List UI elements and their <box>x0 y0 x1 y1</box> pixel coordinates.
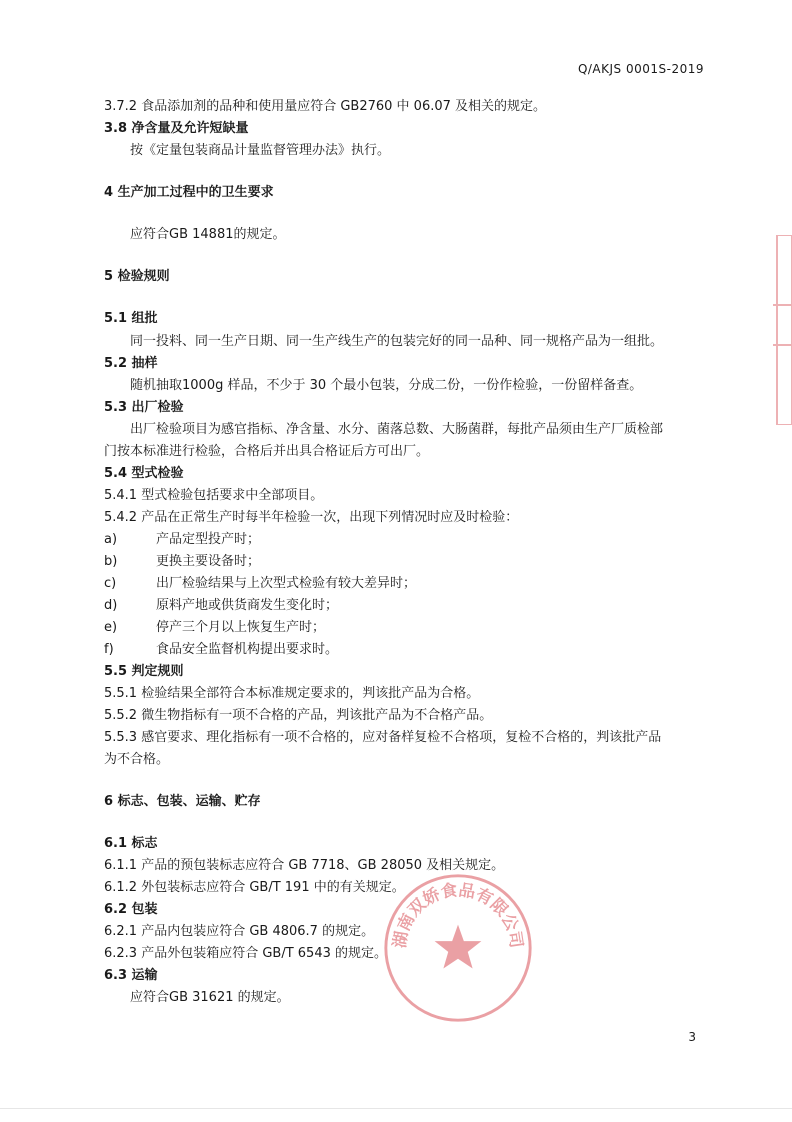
clause-6-2-3: 6.2.3 产品外包装箱应符合 GB/T 6543 的规定。 <box>104 946 388 961</box>
section-4-heading: 4 生产加工过程中的卫生要求 <box>104 185 274 200</box>
clause-5-1-text: 同一投料、同一生产日期、同一生产线生产的包装完好的同一品种、同一规格产品为一组批。 <box>130 334 664 349</box>
adjacent-page-seal-fragment <box>765 235 792 425</box>
clause-5-5-2: 5.5.2 微生物指标有一项不合格的产品，判该批产品为不合格产品。 <box>104 708 493 723</box>
clause-5-5-3-line-2: 为不合格。 <box>104 752 170 767</box>
clause-6-1-2: 6.1.2 外包装标志应符合 GB/T 191 中的有关规定。 <box>104 880 405 895</box>
list-marker-a: a) <box>104 532 118 547</box>
heading-5-3: 5.3 出厂检验 <box>104 400 184 415</box>
clause-3-8-text: 按《定量包装商品计量监督管理办法》执行。 <box>130 143 391 158</box>
page-number: 3 <box>688 1030 696 1044</box>
heading-6-1: 6.1 标志 <box>104 836 158 851</box>
list-item-d: 原料产地或供货商发生变化时； <box>156 598 339 613</box>
section-6-heading: 6 标志、包装、运输、贮存 <box>104 794 261 809</box>
doc-code: Q/AKJS 0001S-2019 <box>577 62 704 76</box>
list-item-e: 停产三个月以上恢复生产时； <box>156 620 326 635</box>
clause-6-2-1: 6.2.1 产品内包装应符合 GB 4806.7 的规定。 <box>104 924 375 939</box>
clause-5-3-text-1: 出厂检验项目为感官指标、净含量、水分、菌落总数、大肠菌群，每批产品须由生产厂质检部 <box>130 422 664 437</box>
heading-5-5: 5.5 判定规则 <box>104 664 184 679</box>
heading-3-8: 3.8 净含量及允许短缺量 <box>104 121 249 136</box>
clause-5-5-1: 5.5.1 检验结果全部符合本标准规定要求的，判该批产品为合格。 <box>104 686 480 701</box>
heading-6-3: 6.3 运输 <box>104 968 158 983</box>
section-4-text: 应符合GB 14881的规定。 <box>130 227 286 242</box>
clause-6-3-text: 应符合GB 31621 的规定。 <box>130 990 290 1005</box>
clause-5-4-1: 5.4.1 型式检验包括要求中全部项目。 <box>104 488 324 503</box>
list-item-b: 更换主要设备时； <box>156 554 261 569</box>
list-item-c: 出厂检验结果与上次型式检验有较大差异时； <box>156 576 417 591</box>
heading-5-4: 5.4 型式检验 <box>104 466 184 481</box>
seal-text: 湖南双娇食品有限公司 <box>389 880 527 950</box>
clause-5-3-text-2: 门按本标准进行检验，合格后并出具合格证后方可出厂。 <box>104 444 430 459</box>
heading-5-2: 5.2 抽样 <box>104 356 158 371</box>
list-marker-b: b) <box>104 554 118 569</box>
clause-6-1-1: 6.1.1 产品的预包装标志应符合 GB 7718、GB 28050 及相关规定。 <box>104 858 505 873</box>
list-marker-d: d) <box>104 598 118 613</box>
clause-5-4-2: 5.4.2 产品在正常生产时每半年检验一次，出现下列情况时应及时检验： <box>104 510 519 525</box>
list-item-f: 食品安全监督机构提出要求时。 <box>156 642 339 657</box>
list-marker-c: c) <box>104 576 117 591</box>
clause-5-2-text: 随机抽取1000g 样品，不少于 30 个最小包装，分成二份，一份作检验，一份留样备查。 <box>130 378 643 393</box>
section-5-heading: 5 检验规则 <box>104 269 170 284</box>
clause-5-5-3-line-1: 5.5.3 感官要求、理化指标有一项不合格的，应对备样复检不合格项，复检不合格的，判该批产品 <box>104 730 662 745</box>
heading-6-2: 6.2 包装 <box>104 902 158 917</box>
list-marker-f: f) <box>104 642 114 657</box>
list-item-a: 产品定型投产时； <box>156 532 261 547</box>
page-bottom-edge <box>0 1108 792 1109</box>
heading-5-1: 5.1 组批 <box>104 311 158 326</box>
clause-3-7-2: 3.7.2 食品添加剂的品种和使用量应符合 GB2760 中 06.07 及相关的规定。 <box>104 99 547 114</box>
list-marker-e: e) <box>104 620 118 635</box>
company-seal <box>380 870 536 1026</box>
seal-star-icon <box>435 925 482 969</box>
